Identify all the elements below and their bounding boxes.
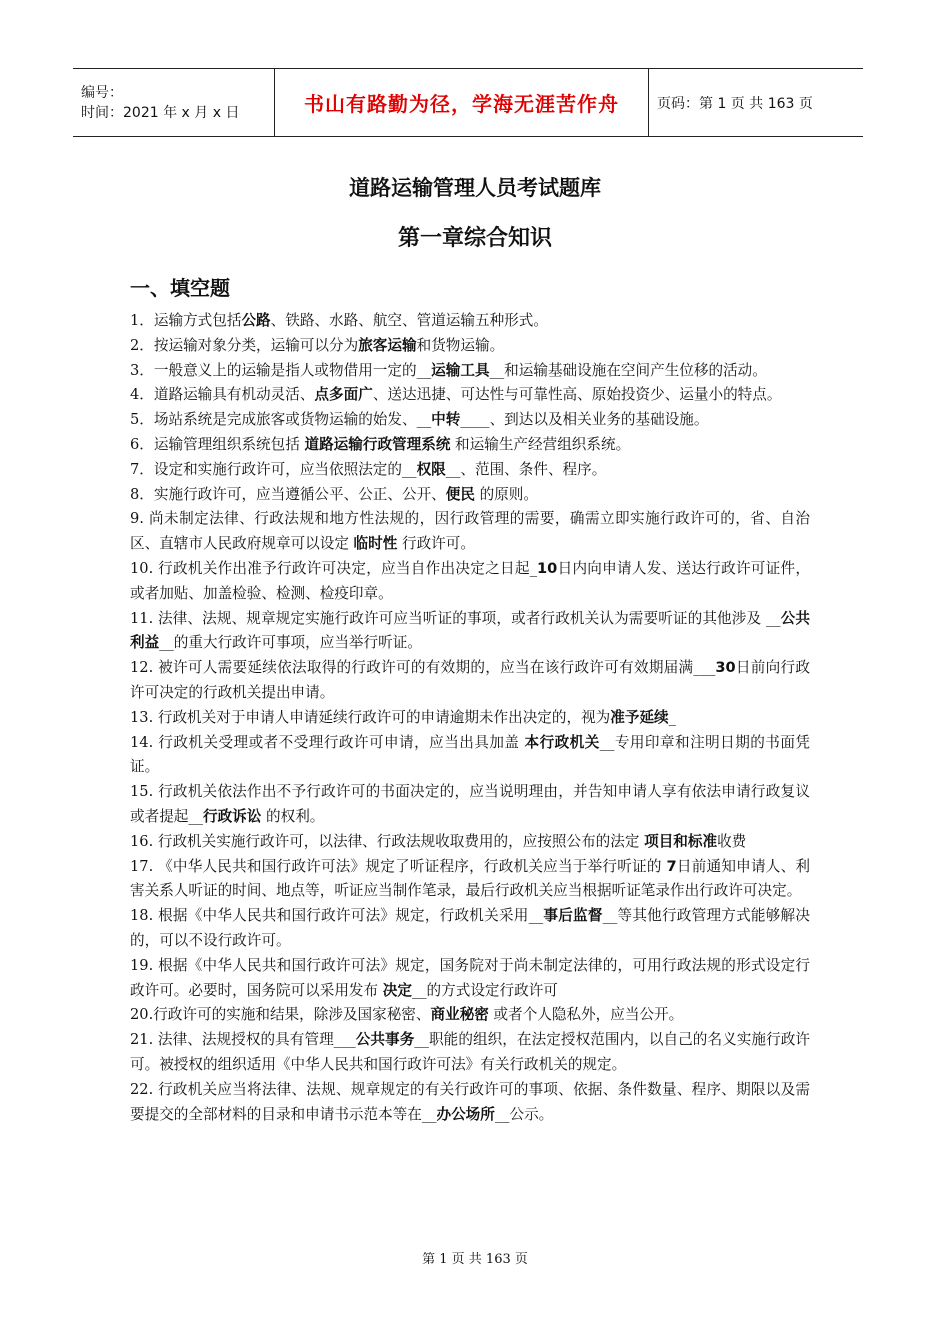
document-title: 道路运输管理人员考试题库 bbox=[349, 176, 601, 200]
answer-text: 10 bbox=[537, 559, 558, 577]
header-meta bbox=[73, 69, 274, 136]
question-text: 22. 行政机关应当将法律、法规、规章规定的有关行政许可的事项、依据、条件数量、程序、期限以及需要提交的全部材料的目录和申请书示范本等在__ bbox=[130, 1080, 810, 1123]
question-text: 1．运输方式包括 bbox=[130, 312, 242, 329]
question-text: ____、到达以及相关业务的基础设施。 bbox=[460, 411, 709, 429]
question-item bbox=[130, 954, 810, 1004]
question-text: __等其他行政管理方式能够解决的，可以不设行政许可。 bbox=[130, 907, 810, 949]
question-text: 10. 行政机关作出准予行政许可决定，应当自作出决定之日起_ bbox=[130, 559, 537, 577]
answer-text: 临时性 bbox=[353, 535, 398, 553]
page-footer: 第 1 页 共 163 页 bbox=[422, 1252, 528, 1267]
question-item bbox=[130, 780, 810, 830]
answer-text: 事后监督 bbox=[543, 907, 603, 925]
question-text: __和运输基础设施在空间产生位移的活动。 bbox=[489, 361, 767, 379]
question-text: 5．场站系统是完成旅客或货物运输的始发、__ bbox=[130, 411, 432, 429]
answer-text: 商业秘密 bbox=[430, 1006, 489, 1024]
section-heading: 一、填空题 bbox=[130, 276, 230, 300]
question-text: 13. 行政机关对于申请人申请延续行政许可的申请逾期未作出决定的，视为 bbox=[130, 708, 611, 726]
question-item bbox=[130, 483, 810, 508]
question-item bbox=[130, 607, 810, 657]
question-item bbox=[130, 1003, 810, 1028]
question-text: 日前通知申请人、利害关系人听证的时间、地点等，听证应当制作笔录，最后行政机关应当根据听证笔录作出行政许可决定。 bbox=[130, 857, 810, 900]
question-item bbox=[130, 433, 810, 458]
question-text: 或者个人隐私外，应当公开。 bbox=[488, 1006, 684, 1024]
answer-text: 行政诉讼 bbox=[202, 807, 262, 825]
question-item bbox=[130, 904, 810, 954]
answer-text: 准予延续 bbox=[610, 708, 669, 726]
question-text: 17. 《中华人民共和国行政许可法》规定了听证程序，行政机关应当于举行听证的 bbox=[130, 857, 667, 875]
answer-text: 决定 bbox=[382, 981, 412, 999]
answer-text: 运输工具 bbox=[431, 361, 490, 379]
question-text: 7．设定和实施行政许可，应当依照法定的__ bbox=[130, 460, 417, 478]
header-motto: 书山有路勤为径，学海无涯苦作舟 bbox=[304, 92, 619, 116]
question-text: 行政许可。 bbox=[397, 535, 475, 553]
question-text: 和货物运输。 bbox=[416, 336, 505, 354]
question-item bbox=[130, 383, 810, 408]
question-text: 2．按运输对象分类，运输可以分为 bbox=[130, 336, 359, 354]
document-time-label: 时间：2021 年 x 月 x 日 bbox=[81, 104, 240, 121]
page-header bbox=[73, 68, 863, 137]
question-text: __的重大行政许可事项，应当举行听证。 bbox=[159, 634, 422, 652]
question-text: 18. 根据《中华人民共和国行政许可法》规定，行政机关采用__ bbox=[130, 907, 544, 925]
question-text: __、范围、条件、程序。 bbox=[445, 460, 607, 478]
question-text: 16. 行政机关实施行政许可，以法律、行政法规收取费用的，应按照公布的法定 bbox=[130, 832, 645, 850]
question-text: __专用印章和注明日期的书面凭证。 bbox=[130, 733, 810, 776]
question-text: 的权利。 bbox=[261, 807, 325, 825]
question-text: 、铁路、水路、航空、管道运输五种形式。 bbox=[270, 312, 548, 329]
question-text: 的原则。 bbox=[474, 485, 538, 503]
answer-text: 便民 bbox=[445, 485, 475, 503]
question-text: 14. 行政机关受理或者不受理行政许可申请，应当出具加盖 bbox=[130, 733, 525, 751]
question-item bbox=[130, 359, 810, 384]
question-text: 20.行政许可的实施和结果，除涉及国家秘密、 bbox=[130, 1006, 431, 1024]
answer-text: 公共利益 bbox=[130, 609, 810, 652]
question-item bbox=[130, 1078, 810, 1128]
answer-text: 办公场所 bbox=[436, 1105, 495, 1123]
question-text: 日前向行政许可决定的行政机关提出申请。 bbox=[130, 659, 810, 701]
question-text: __的方式设定行政许可 bbox=[411, 981, 558, 999]
question-text: 6．运输管理组织系统包括 bbox=[130, 435, 305, 453]
question-item bbox=[130, 557, 810, 607]
answer-text: 权限 bbox=[416, 460, 446, 478]
question-item bbox=[130, 656, 810, 706]
question-item bbox=[130, 334, 810, 359]
question-item bbox=[130, 507, 810, 557]
answer-text: 公共事务 bbox=[355, 1031, 415, 1049]
question-text: 21. 法律、法规授权的具有管理___ bbox=[130, 1031, 356, 1049]
question-item bbox=[130, 731, 810, 781]
question-text: _ bbox=[668, 708, 676, 726]
answer-text: 道路运输行政管理系统 bbox=[304, 435, 451, 453]
answer-text: 公路 bbox=[241, 312, 271, 329]
question-text: 和运输生产经营组织系统。 bbox=[450, 435, 631, 453]
document-number-label: 编号： bbox=[81, 84, 123, 101]
question-text: 19. 根据《中华人民共和国行政许可法》规定，国务院对于尚未制定法律的，可用行政法规的形式设定行政许可。必要时，国务院可以采用发布 bbox=[130, 956, 810, 999]
header-page-info: 页码：第 1 页 共 163 页 bbox=[657, 95, 813, 112]
question-item bbox=[130, 855, 810, 905]
chapter-title: 第一章综合知识 bbox=[397, 226, 552, 251]
question-list bbox=[130, 309, 810, 1127]
question-text: __职能的组织，在法定授权范围内，以自己的名义实施行政许可。被授权的组织适用《中华人民共和国行政许可法》有关行政机关的规定。 bbox=[130, 1031, 810, 1073]
question-item bbox=[130, 830, 810, 855]
answer-text: 点多面广 bbox=[314, 386, 373, 404]
question-text: __公示。 bbox=[494, 1105, 554, 1123]
question-item bbox=[130, 706, 810, 731]
question-item bbox=[130, 309, 810, 334]
answer-text: 旅客运输 bbox=[358, 336, 417, 354]
question-text: 8．实施行政许可，应当遵循公平、公正、公开、 bbox=[130, 485, 446, 503]
question-text: 15. 行政机关依法作出不予行政许可的书面决定的，应当说明理由，并告知申请人享有依法申请行政复议或者提起__ bbox=[130, 783, 810, 825]
question-text: 、送达迅捷、可达性与可靠性高、原始投资少、运量小的特点。 bbox=[372, 386, 782, 404]
answer-text: 本行政机关 bbox=[524, 733, 600, 751]
answer-text: 项目和标准 bbox=[644, 832, 718, 850]
answer-text: 中转 bbox=[431, 411, 461, 429]
question-text: 收费 bbox=[717, 832, 747, 850]
answer-text: 30 bbox=[715, 659, 736, 677]
header-motto-cell bbox=[274, 69, 649, 136]
question-text: 11. 法律、法规、规章规定实施行政许可应当听证的事项，或者行政机关认为需要听证的其他涉及 __ bbox=[130, 609, 781, 627]
question-text: 日内向申请人发、送达行政许可证件，或者加贴、加盖检验、检测、检疫印章。 bbox=[130, 559, 810, 602]
question-text: 12. 被许可人需要延续依法取得的行政许可的有效期的，应当在该行政许可有效期届满___ bbox=[130, 659, 716, 677]
question-item bbox=[130, 458, 810, 483]
question-text: 9. 尚未制定法律、行政法规和地方性法规的，因行政管理的需要，确需立即实施行政许可的，省、自治区、直辖市人民政府规章可以设定 bbox=[130, 510, 810, 553]
question-item bbox=[130, 1028, 810, 1078]
answer-text: 7 bbox=[666, 857, 677, 875]
question-text: 4．道路运输具有机动灵活、 bbox=[130, 386, 315, 404]
question-text: 3．一般意义上的运输是指人或物借用一定的__ bbox=[130, 361, 432, 379]
question-item bbox=[130, 408, 810, 433]
